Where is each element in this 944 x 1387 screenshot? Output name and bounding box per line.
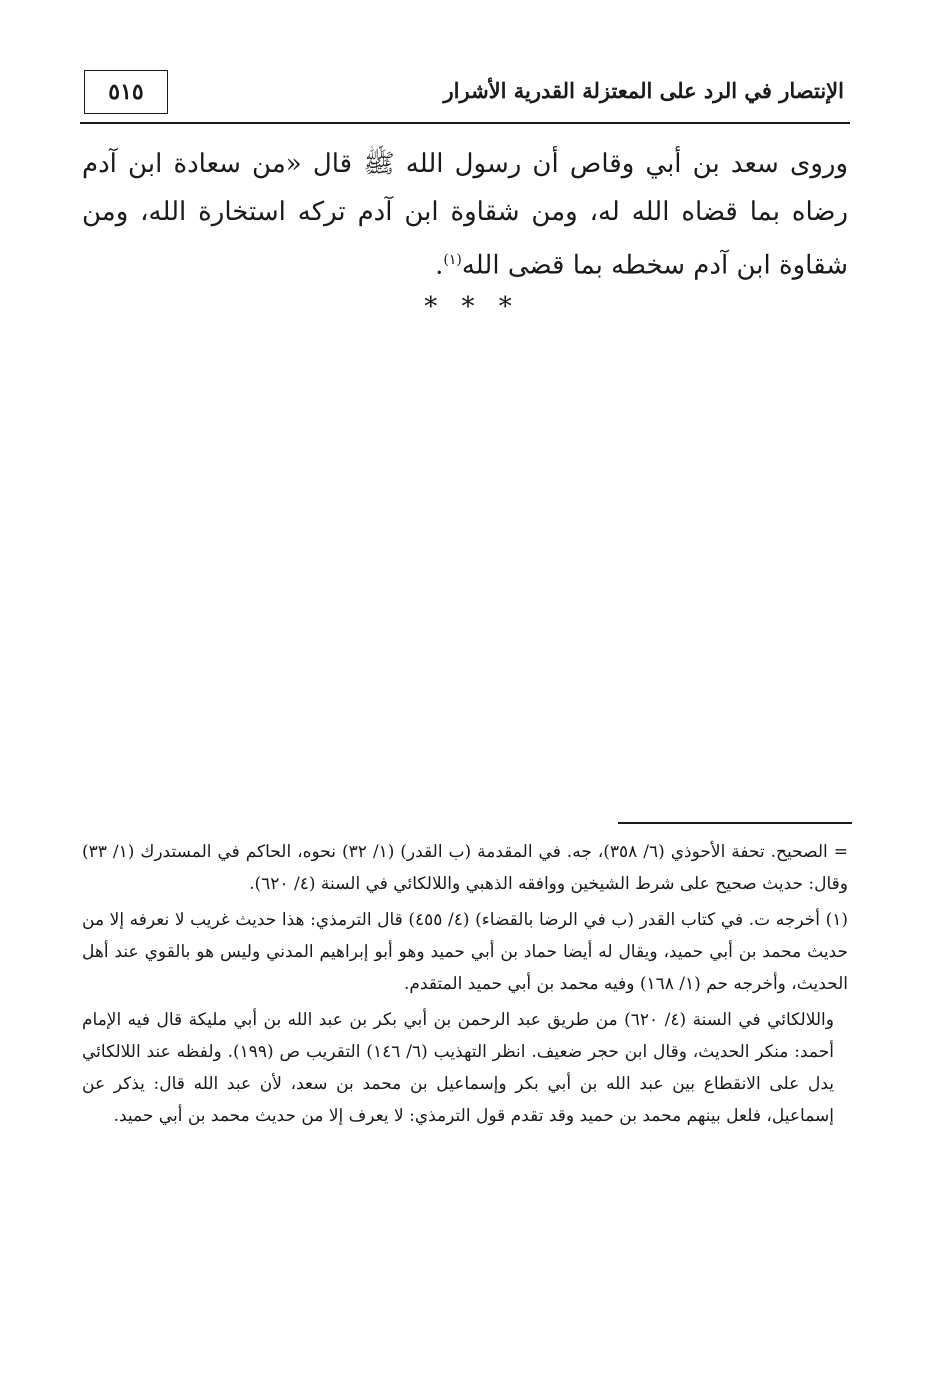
header-rule — [80, 122, 850, 124]
footnote-1: (١) أخرجه ت. في كتاب القدر (ب في الرضا بالقضاء) (٤/ ٤٥٥) قال الترمذي: هذا حديث غريب لا نعرفه إلا من حديث محمد بن أبي حميد، ويقال له أيضا حماد بن أبي حميد وهو أبو إبراهيم المدني وليس هو بالقوي عند أهل الحديث، وأخرجه حم (١/ ١٦٨) وفيه محمد بن أبي حميد المتقدم. — [82, 910, 848, 994]
page-number: ٥١٥ — [84, 70, 168, 114]
footnote-rule — [618, 822, 852, 824]
section-separator: * * * — [424, 292, 520, 322]
main-text — [82, 140, 848, 290]
footnote-1-continuation: واللالكائي في السنة (٤/ ٦٢٠) من طريق عبد الرحمن بن أبي بكر بن عبد الله بن أبي مليكة قال فيه الإمام أحمد: منكر الحديث، وقال ابن حجر ضعيف. انظر التهذيب (٦/ ١٤٦) التقريب ص (١٩٩). ولفظه عند اللالكائي يدل على الانقطاع بين عبد الله بن أبي بكر وإسماعيل بن محمد بن سعد، لأن عبد الله قال: يذكر عن إسماعيل، فلعل بينهم محمد بن حميد وقد تقدم قول الترمذي: لا يعرف إلا من حديث محمد بن أبي حميد. — [82, 1010, 834, 1126]
closing-mark: . — [435, 250, 444, 281]
footnotes — [82, 836, 848, 1136]
hadith-paragraph — [82, 140, 848, 290]
hadith-text: وروى سعد بن أبي وقاص أن رسول الله ﷺ قال «من سعادة ابن آدم رضاه بما قضاه الله له، ومن شقاوة ابن آدم تركه استخارة الله، ومن شقاوة ابن آدم سخطه بما قضى الله — [82, 149, 848, 281]
footnote-continuation: = الصحيح. تحفة الأحوذي (٦/ ٣٥٨)، جه. في المقدمة (ب القدر) (١/ ٣٢) نحوه، الحاكم في المستدرك (١/ ٣٣) وقال: حديث صحيح على شرط الشيخين ووافقه الذهبي واللالكائي في السنة (٤/ ٦٢٠). — [82, 842, 848, 894]
page-header — [80, 66, 850, 122]
running-title: الإنتصار في الرد على المعتزلة القدرية الأشرار — [443, 78, 844, 103]
footnote-marker: (١) — [443, 252, 462, 268]
